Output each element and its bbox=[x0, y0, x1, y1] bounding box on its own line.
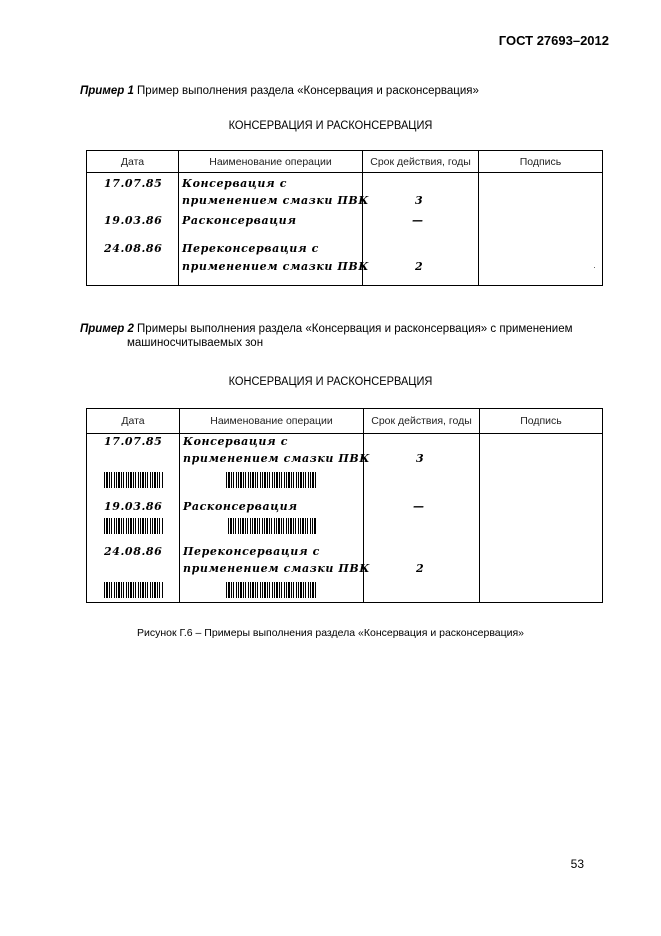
entry-3-operation-line-1: Переконсервация с bbox=[183, 545, 320, 558]
entry-1-date-barcode bbox=[104, 472, 163, 488]
example-1-text: Пример выполнения раздела «Консервация и расконсервация» bbox=[133, 85, 479, 97]
table-1-header-row bbox=[87, 151, 603, 173]
entry-3-operation-line-2: применением смазки ПВК bbox=[182, 260, 369, 273]
table-1-body-row bbox=[87, 173, 603, 286]
entry-2-operation-barcode bbox=[228, 518, 316, 534]
entry-2-operation-line-1: Расконсервация bbox=[182, 214, 297, 227]
entry-3-date: 24.08.86 bbox=[104, 545, 163, 558]
entry-3-date-barcode bbox=[104, 582, 163, 598]
entry-1-date: 17.07.85 bbox=[104, 435, 163, 448]
entry-1-operation-line-2: применением смазки ПВК bbox=[183, 452, 370, 465]
entry-2-operation-line-1: Расконсервация bbox=[183, 500, 298, 513]
table-2-header-row bbox=[87, 409, 603, 434]
entry-1-date: 17.07.85 bbox=[104, 177, 163, 190]
entry-1-operation-line-2: применением смазки ПВК bbox=[182, 194, 369, 207]
example-2-label: Пример 2 bbox=[80, 323, 134, 335]
table-2-body-row bbox=[87, 434, 603, 603]
example-2-heading bbox=[80, 322, 610, 350]
entry-2-date: 19.03.86 bbox=[104, 500, 163, 513]
column-header-date: Дата bbox=[87, 409, 180, 434]
figure-caption: Рисунок Г.6 – Примеры выполнения раздела «Консервация и расконсервация» bbox=[136, 627, 525, 639]
table-1-date-cell bbox=[87, 173, 179, 286]
entry-1-operation-line-1: Консервация с bbox=[183, 435, 289, 448]
entry-2-term: — bbox=[413, 500, 425, 513]
table-1 bbox=[86, 150, 603, 286]
column-header-term: Срок действия, годы bbox=[363, 151, 479, 173]
table-2-date-cell bbox=[87, 434, 180, 603]
standard-header: ГОСТ 27693–2012 bbox=[498, 33, 609, 48]
entry-1-term: 3 bbox=[416, 452, 425, 465]
speck-mark bbox=[594, 267, 595, 268]
example-1-heading bbox=[80, 84, 610, 98]
table-1-operation-cell bbox=[179, 173, 369, 286]
column-header-date: Дата bbox=[87, 151, 179, 173]
example-2-text: Примеры выполнения раздела «Консервация и расконсервация» с применением bbox=[133, 323, 573, 335]
entry-3-operation-barcode bbox=[226, 582, 316, 598]
entry-1-operation-line-1: Консервация с bbox=[182, 177, 288, 190]
entry-3-operation-line-1: Переконсервация с bbox=[182, 242, 319, 255]
column-header-operation: Наименование операции bbox=[179, 151, 363, 173]
entry-3-operation-line-2: применением смазки ПВК bbox=[183, 562, 370, 575]
entry-2-date: 19.03.86 bbox=[104, 214, 163, 227]
column-header-signature: Подпись bbox=[480, 409, 603, 434]
table-2 bbox=[86, 408, 603, 603]
table-2-signature-cell bbox=[480, 434, 603, 603]
entry-2-date-barcode bbox=[104, 518, 163, 534]
table-1-signature-cell bbox=[479, 173, 603, 286]
entry-3-date: 24.08.86 bbox=[104, 242, 163, 255]
table-2-term-cell bbox=[364, 434, 480, 603]
entry-2-term: — bbox=[412, 214, 424, 227]
column-header-operation: Наименование операции bbox=[180, 409, 364, 434]
table-1-title: КОНСЕРВАЦИЯ И РАСКОНСЕРВАЦИЯ bbox=[228, 120, 433, 132]
example-2-text-continuation: машиносчитываемых зон bbox=[127, 337, 264, 349]
column-header-term: Срок действия, годы bbox=[364, 409, 480, 434]
entry-3-term: 2 bbox=[415, 260, 424, 273]
entry-3-term: 2 bbox=[416, 562, 425, 575]
entry-1-operation-barcode bbox=[226, 472, 316, 488]
entry-1-term: 3 bbox=[415, 194, 424, 207]
table-1-term-cell bbox=[363, 173, 479, 286]
table-2-title: КОНСЕРВАЦИЯ И РАСКОНСЕРВАЦИЯ bbox=[228, 376, 433, 388]
table-2-operation-cell bbox=[180, 434, 370, 603]
column-header-signature: Подпись bbox=[479, 151, 603, 173]
example-1-label: Пример 1 bbox=[80, 85, 134, 97]
page-number: 53 bbox=[570, 857, 584, 871]
